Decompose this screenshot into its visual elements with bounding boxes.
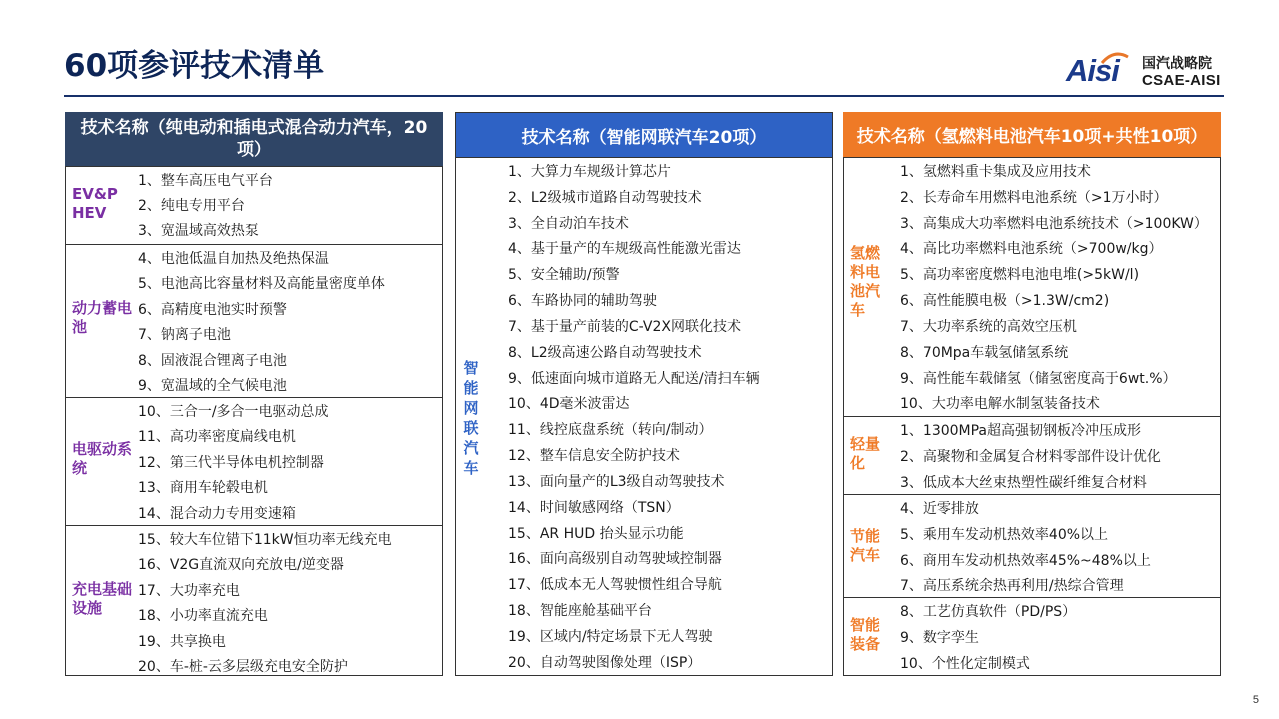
list-item: 14、混合动力专用变速箱 <box>138 506 296 522</box>
group-lightweight <box>844 416 1220 494</box>
list-item: 7、大功率系统的高效空压机 <box>900 319 1077 335</box>
panel-body-ev-phev <box>65 166 443 676</box>
group-battery <box>66 244 442 397</box>
list-item: 20、自动驾驶图像处理（ISP） <box>508 655 702 671</box>
list-item: 20、车-桩-云多层级充电安全防护 <box>138 659 348 675</box>
list-item: 6、高精度电池实时预警 <box>138 302 287 318</box>
logo-chinese-name: 国汽战略院 <box>1142 56 1212 72</box>
panel-header-ev-phev: 技术名称（纯电动和插电式混合动力汽车，20项） <box>65 112 443 166</box>
panel-header-icv: 技术名称（智能网联汽车20项） <box>455 112 833 157</box>
list-item: 3、高集成大功率燃料电池系统技术（>100KW） <box>900 216 1208 232</box>
page-number: 5 <box>1252 694 1259 706</box>
list-item: 1、氢燃料重卡集成及应用技术 <box>900 164 1091 180</box>
list-item: 4、电池低温自加热及绝热保温 <box>138 251 329 267</box>
list-item: 5、电池高比容量材料及高能量密度单体 <box>138 276 385 292</box>
group-label-battery: 动力蓄电池 <box>72 299 133 336</box>
list-item: 17、大功率充电 <box>138 583 240 599</box>
logo-english-name: CSAE-AISI <box>1142 72 1221 89</box>
list-item: 19、共享换电 <box>138 634 226 650</box>
list-item: 19、区域内/特定场景下无人驾驶 <box>508 629 713 645</box>
list-item: 9、高性能车载储氢（储氢密度高于6wt.%） <box>900 371 1177 387</box>
list-item: 8、L2级高速公路自动驾驶技术 <box>508 345 702 361</box>
list-item: 11、高功率密度扁线电机 <box>138 429 296 445</box>
list-item: 4、近零排放 <box>900 501 979 517</box>
list-item: 10、三合一/多合一电驱动总成 <box>138 404 329 420</box>
list-item: 2、纯电专用平台 <box>138 198 245 214</box>
group-label-ev-phev: EV&P HEV <box>72 185 118 222</box>
panel-body-fcev-common <box>843 157 1221 676</box>
list-item: 5、安全辅助/预警 <box>508 267 620 283</box>
title-divider <box>64 95 1224 97</box>
group-label-energy-saving: 节能汽车 <box>850 527 881 564</box>
group-label-fcev: 氢燃料电池汽车 <box>850 244 881 319</box>
list-item: 12、整车信息安全防护技术 <box>508 448 680 464</box>
list-item: 6、商用车发动机热效率45%~48%以上 <box>900 553 1151 569</box>
list-item: 11、线控底盘系统（转向/制动） <box>508 422 713 438</box>
group-label-icv: 智能网联汽车 <box>463 359 479 477</box>
group-smart-equipment <box>844 597 1220 677</box>
list-item: 10、大功率电解水制氢装备技术 <box>900 396 1100 412</box>
group-label-e-drive: 电驱动系统 <box>72 440 133 477</box>
list-item: 5、乘用车发动机热效率40%以上 <box>900 527 1109 543</box>
group-energy-saving <box>844 494 1220 597</box>
list-item: 6、车路协同的辅助驾驶 <box>508 293 657 309</box>
list-item: 12、第三代半导体电机控制器 <box>138 455 324 471</box>
group-fcev <box>844 158 1220 416</box>
list-item: 7、钠离子电池 <box>138 327 231 343</box>
panel-header-fcev-common: 技术名称（氢燃料电池汽车10项+共性10项） <box>843 112 1221 157</box>
list-item: 1、整车高压电气平台 <box>138 173 273 189</box>
list-item: 16、V2G直流双向充放电/逆变器 <box>138 557 344 573</box>
group-label-lightweight: 轻量化 <box>850 435 881 472</box>
list-item: 9、数字孪生 <box>900 630 979 646</box>
list-item: 15、较大车位错下11kW恒功率无线充电 <box>138 532 392 548</box>
list-item: 5、高功率密度燃料电池电堆(>5kW/l) <box>900 267 1140 283</box>
list-item: 8、70Mpa车载氢储氢系统 <box>900 345 1069 361</box>
list-item: 13、面向量产的L3级自动驾驶技术 <box>508 474 725 490</box>
list-item: 9、低速面向城市道路无人配送/清扫车辆 <box>508 371 760 387</box>
list-item: 18、智能座舱基础平台 <box>508 603 652 619</box>
group-label-smart-equipment: 智能装备 <box>850 616 881 653</box>
list-item: 8、工艺仿真软件（PD/PS） <box>900 604 1077 620</box>
list-item: 2、L2级城市道路自动驾驶技术 <box>508 190 702 206</box>
list-item: 3、全自动泊车技术 <box>508 216 629 232</box>
list-item: 13、商用车轮毂电机 <box>138 480 268 496</box>
list-item: 7、高压系统余热再利用/热综合管理 <box>900 578 1124 594</box>
panel-fcev-common <box>843 112 1221 676</box>
list-item: 3、宽温域高效热泵 <box>138 223 259 239</box>
group-e-drive <box>66 397 442 525</box>
list-item: 8、固液混合锂离子电池 <box>138 353 287 369</box>
list-item: 10、个性化定制模式 <box>900 656 1030 672</box>
list-item: 1、1300MPa超高强韧钢板冷冲压成形 <box>900 423 1142 439</box>
panel-icv <box>455 112 833 676</box>
list-item: 2、长寿命车用燃料电池系统（>1万小时） <box>900 190 1168 206</box>
group-ev-phev <box>66 167 442 244</box>
list-item: 7、基于量产前装的C-V2X网联化技术 <box>508 319 741 335</box>
list-item: 3、低成本大丝束热塑性碳纤维复合材料 <box>900 475 1147 491</box>
csae-aisi-logo <box>1066 51 1226 91</box>
list-item: 6、高性能膜电极（>1.3W/cm2) <box>900 293 1110 309</box>
aisi-logo-mark <box>1066 51 1136 89</box>
list-item: 4、高比功率燃料电池系统（>700w/kg） <box>900 241 1163 257</box>
list-item: 16、面向高级别自动驾驶域控制器 <box>508 551 722 567</box>
panel-ev-phev <box>65 112 443 676</box>
list-item: 2、高聚物和金属复合材料零部件设计优化 <box>900 449 1161 465</box>
list-item: 10、4D毫米波雷达 <box>508 396 630 412</box>
list-item: 9、宽温域的全气候电池 <box>138 378 287 394</box>
logo-mark-text: Aisi <box>1066 53 1119 88</box>
list-item: 15、AR HUD 抬头显示功能 <box>508 526 684 542</box>
list-item: 1、大算力车规级计算芯片 <box>508 164 671 180</box>
page-title: 60项参评技术清单 <box>64 48 325 84</box>
list-item: 4、基于量产的车规级高性能激光雷达 <box>508 241 741 257</box>
panel-body-icv <box>455 157 833 676</box>
list-item: 18、小功率直流充电 <box>138 608 268 624</box>
group-label-charging: 充电基础设施 <box>72 580 133 617</box>
list-item: 14、时间敏感网络（TSN） <box>508 500 680 516</box>
list-item: 17、低成本无人驾驶惯性组合导航 <box>508 577 722 593</box>
group-charging <box>66 525 442 677</box>
